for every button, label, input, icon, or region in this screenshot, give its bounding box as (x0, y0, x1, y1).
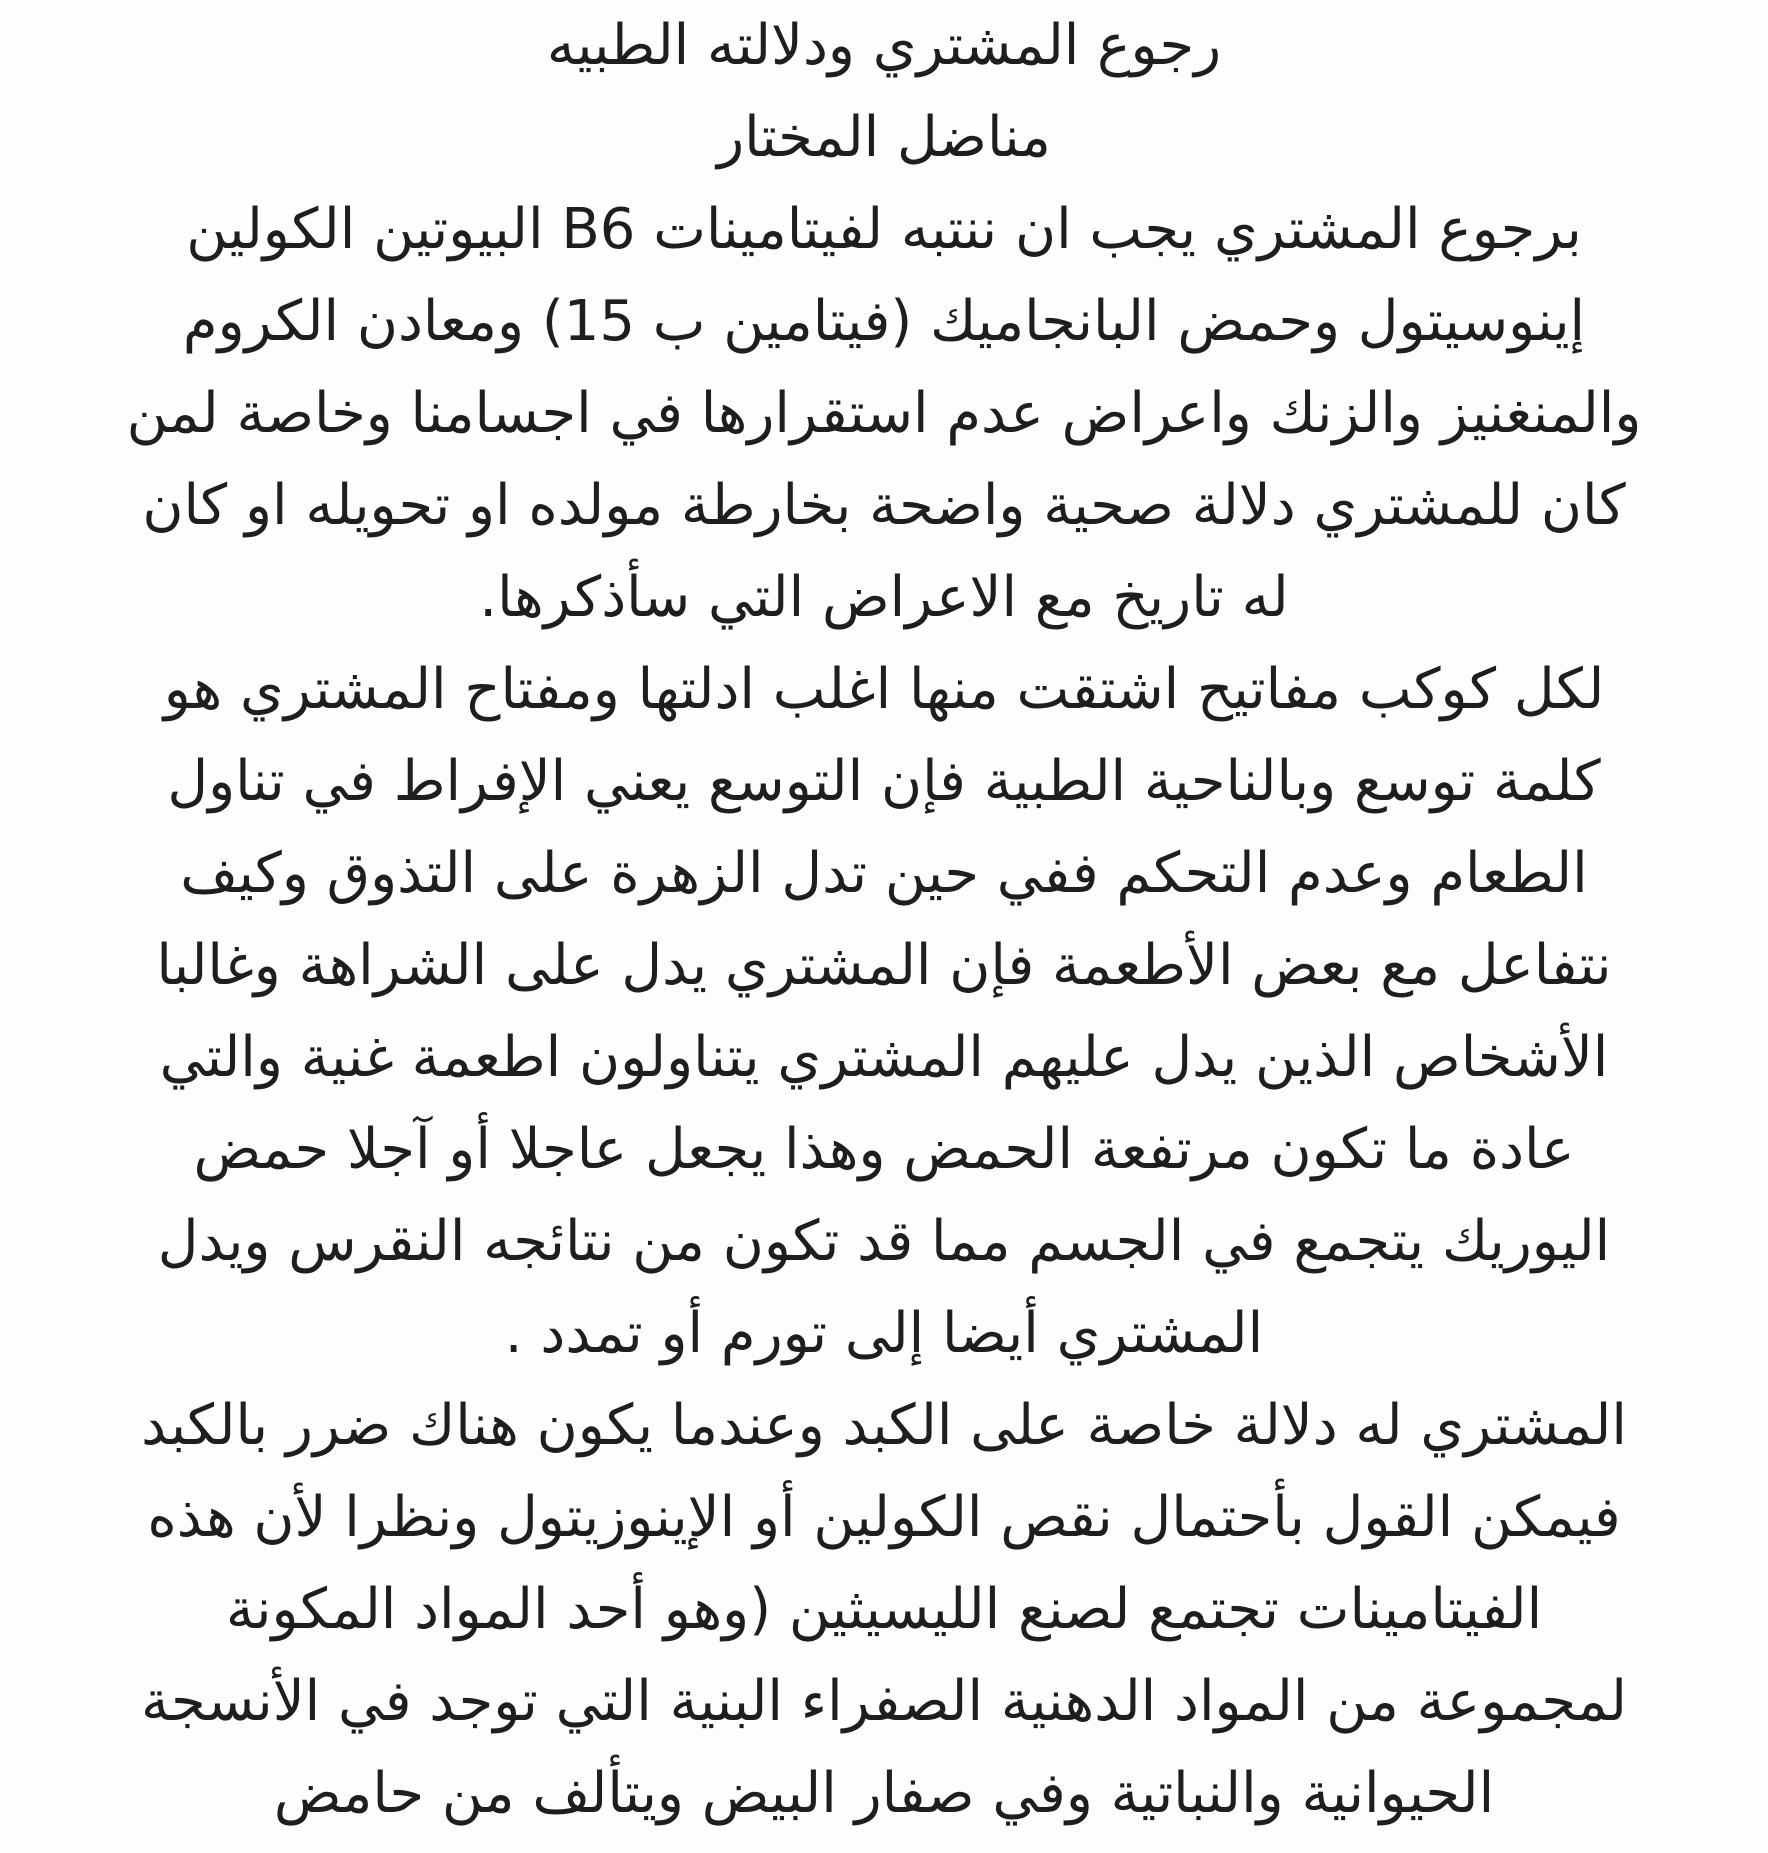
paragraph-line: الأشخاص الذين يدل عليهم المشتري يتناولون اطعمة غنية والتي (159, 1025, 1609, 1090)
paragraph-line: الحيوانية والنباتية وفي صفار البيض ويتألف من حامض (273, 1761, 1495, 1826)
paragraph-2 (90, 644, 1678, 1380)
paragraph-line: المشتري أيضا إلى تورم أو تمدد . (504, 1301, 1264, 1366)
paragraph-line: اليوريك يتجمع في الجسم مما قد تكون من نتائجه النقرس ويدل (157, 1209, 1611, 1274)
paragraph-line: عادة ما تكون مرتفعة الحمض وهذا يجعل عاجلا أو آجلا حمض (193, 1117, 1575, 1182)
paragraph-line: كلمة توسع وبالناحية الطبية فإن التوسع يعني الإفراط في تناول (167, 749, 1601, 814)
paragraph-1 (90, 184, 1678, 644)
paragraph-3 (90, 1380, 1678, 1840)
paragraph-line: الفيتامينات تجتمع لصنع الليسيثين (وهو أحد المواد المكونة (225, 1577, 1543, 1642)
paragraph-line: كان للمشتري دلالة صحية واضحة بخارطة مولده او تحويله او كان (142, 473, 1626, 538)
paragraph-line: نتفاعل مع بعض الأطعمة فإن المشتري يدل على الشراهة وغالبا (156, 933, 1612, 998)
paragraph-line: لمجموعة من المواد الدهنية الصفراء البنية التي توجد في الأنسجة (141, 1669, 1627, 1734)
paragraph-line: الطعام وعدم التحكم ففي حين تدل الزهرة على التذوق وكيف (180, 841, 1588, 906)
document-author: مناضل المختار (717, 105, 1051, 170)
paragraph-line: إينوسيتول وحمض البانجاميك (فيتامين ب 15) ومعادن الكروم (182, 289, 1586, 354)
paragraph-line: فيمكن القول بأحتمال نقص الكولين أو الإينوزيتول ونظرا لأن هذه (147, 1485, 1621, 1550)
title-block (90, 0, 1678, 184)
paragraph-line: والمنغنيز والزنك واعراض عدم استقرارها في اجسامنا وخاصة لمن (126, 381, 1642, 446)
paragraph-line: المشتري له دلالة خاصة على الكبد وعندما يكون هناك ضرر بالكبد (141, 1393, 1627, 1458)
paragraph-line: برجوع المشتري يجب ان ننتبه لفيتامينات B6 البيوتين الكولين (186, 197, 1582, 262)
document-title: رجوع المشتري ودلالته الطبيه (546, 13, 1222, 78)
paragraph-line: له تاريخ مع الاعراض التي سأذكرها. (479, 565, 1289, 630)
paragraph-line: لكل كوكب مفاتيح اشتقت منها اغلب ادلتها ومفتاح المشتري هو (163, 657, 1605, 722)
